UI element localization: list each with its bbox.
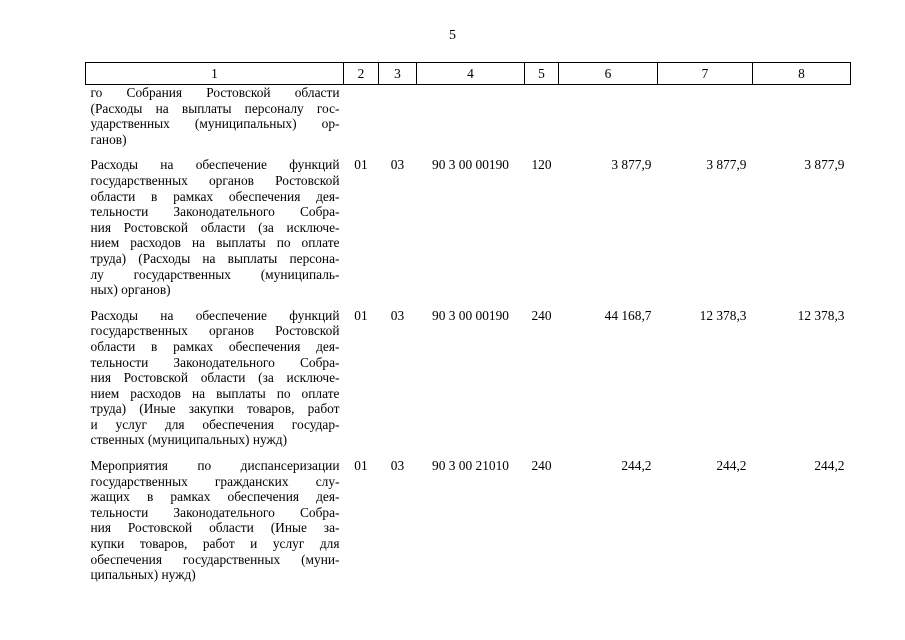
description-line: труда) (Расходы на выплаты персона- bbox=[90, 250, 340, 266]
description-line: государственных органов Ростовской bbox=[90, 323, 340, 339]
target-article-code bbox=[417, 85, 525, 158]
description-line: го Собрания Ростовской области bbox=[90, 85, 340, 100]
page-number: 5 bbox=[449, 28, 456, 43]
column-header-5: 5 bbox=[525, 63, 559, 85]
header-row bbox=[86, 63, 851, 85]
amount-year-1: 44 168,7 bbox=[604, 307, 652, 323]
description-line: ципальных) нужд) bbox=[90, 567, 196, 583]
amount-year-1 bbox=[559, 85, 658, 158]
expense-type-code: 120 bbox=[531, 157, 552, 173]
table-row bbox=[86, 308, 851, 458]
amount-year-2: 12 378,3 bbox=[699, 307, 747, 323]
table-row bbox=[86, 157, 851, 307]
section-code: 01 bbox=[354, 458, 368, 474]
table-row bbox=[86, 458, 851, 593]
description-line: жащих в рамках обеспечения дея- bbox=[90, 489, 340, 505]
section-code: 01 bbox=[354, 307, 368, 323]
expense-type-code: 240 bbox=[531, 307, 552, 323]
description-line: ния Ростовской области (Иные за- bbox=[90, 520, 340, 536]
column-header-4: 4 bbox=[417, 63, 525, 85]
description-line: тельности Законодательного Собра- bbox=[90, 204, 340, 220]
description-line: труда) (Иные закупки товаров, работ bbox=[90, 401, 340, 417]
description-line: ных) органов) bbox=[90, 282, 171, 298]
amount-year-2 bbox=[658, 85, 753, 158]
row-description bbox=[86, 85, 344, 158]
table-row bbox=[86, 85, 851, 158]
subsection-code bbox=[379, 85, 417, 158]
description-line: и услуг для обеспечения государ- bbox=[90, 416, 340, 432]
amount-year-3: 12 378,3 bbox=[797, 307, 845, 323]
column-header-7: 7 bbox=[658, 63, 753, 85]
description-line: Расходы на обеспечение функций bbox=[90, 307, 340, 323]
description-line: нием расходов на выплаты по оплате bbox=[90, 385, 340, 401]
column-header-1: 1 bbox=[86, 63, 344, 85]
amount-year-3: 3 877,9 bbox=[804, 157, 845, 173]
row-description bbox=[86, 458, 344, 593]
description-line: государственных гражданских слу- bbox=[90, 473, 340, 489]
row-description bbox=[86, 157, 344, 307]
subsection-code: 03 bbox=[390, 458, 405, 474]
description-line: ственных (муниципальных) нужд) bbox=[90, 432, 288, 448]
table-header bbox=[86, 63, 851, 85]
column-header-8: 8 bbox=[753, 63, 851, 85]
description-line: области в рамках обеспечения дея- bbox=[90, 188, 340, 204]
description-line: тельности Законодательного Собра- bbox=[90, 504, 340, 520]
expense-type-code: 240 bbox=[531, 458, 552, 474]
description-line: купки товаров, работ и услуг для bbox=[90, 536, 340, 552]
description-line: ния Ростовской области (за исключе- bbox=[90, 370, 340, 386]
description-line: ударственных (муниципальных) ор- bbox=[90, 116, 340, 132]
amount-year-3: 244,2 bbox=[814, 458, 845, 474]
target-article-code: 90 3 00 00190 bbox=[432, 157, 509, 173]
description-line: ния Ростовской области (за исключе- bbox=[90, 219, 340, 235]
expense-type-code bbox=[525, 85, 559, 158]
column-header-6: 6 bbox=[559, 63, 658, 85]
description-line: Расходы на обеспечение функций bbox=[90, 157, 340, 173]
row-description bbox=[86, 308, 344, 458]
amount-year-3 bbox=[753, 85, 851, 158]
section-code bbox=[344, 85, 379, 158]
budget-table bbox=[85, 62, 851, 593]
section-code: 01 bbox=[354, 157, 368, 173]
amount-year-1: 3 877,9 bbox=[611, 157, 652, 173]
column-header-2: 2 bbox=[344, 63, 379, 85]
amount-year-2: 244,2 bbox=[716, 458, 747, 474]
subsection-code: 03 bbox=[390, 157, 405, 173]
description-line: государственных органов Ростовской bbox=[90, 172, 340, 188]
description-line: Мероприятия по диспансеризации bbox=[90, 458, 340, 474]
table-body bbox=[86, 85, 851, 593]
description-line: области в рамках обеспечения дея- bbox=[90, 338, 340, 354]
target-article-code: 90 3 00 00190 bbox=[432, 307, 509, 323]
amount-year-2: 3 877,9 bbox=[706, 157, 747, 173]
description-line: ганов) bbox=[90, 131, 127, 147]
target-article-code: 90 3 00 21010 bbox=[432, 458, 509, 474]
amount-year-1: 244,2 bbox=[621, 458, 652, 474]
description-line: нием расходов на выплаты по оплате bbox=[90, 235, 340, 251]
description-line: обеспечения государственных (муни- bbox=[90, 551, 340, 567]
column-header-3: 3 bbox=[379, 63, 417, 85]
description-line: (Расходы на выплаты персоналу гос- bbox=[90, 100, 340, 116]
description-line: тельности Законодательного Собра- bbox=[90, 354, 340, 370]
description-line: лу государственных (муниципаль- bbox=[90, 266, 340, 282]
subsection-code: 03 bbox=[390, 307, 405, 323]
